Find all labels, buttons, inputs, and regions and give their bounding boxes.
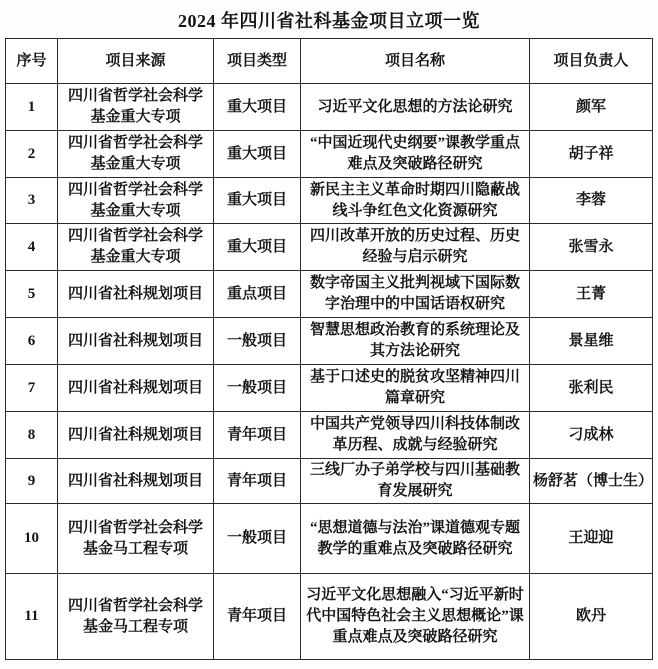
cell-number: 1 [6,84,58,131]
cell-number: 5 [6,271,58,318]
cell-type: 重大项目 [214,131,301,178]
cell-leader: 景星维 [530,318,653,365]
cell-type: 重点项目 [214,271,301,318]
cell-source: 四川省哲学社会科学基金重大专项 [58,84,214,131]
cell-source: 四川省哲学社会科学基金重大专项 [58,178,214,224]
cell-source: 四川省社科规划项目 [58,459,214,504]
cell-leader: 杨舒茗（博士生） [530,459,653,504]
cell-number: 8 [6,412,58,459]
cell-type: 重大项目 [214,84,301,131]
cell-name: “思想道德与法治”课道德观专题教学的重难点及突破路径研究 [301,504,530,574]
header-row [6,39,653,84]
cell-type: 青年项目 [214,459,301,504]
table-row [6,178,653,224]
cell-name: 数字帝国主义批判视域下国际数字治理中的中国话语权研究 [301,271,530,318]
cell-name: 新民主主义革命时期四川隐蔽战线斗争红色文化资源研究 [301,178,530,224]
cell-number: 11 [6,574,58,660]
table-row [6,224,653,271]
cell-leader: 张利民 [530,365,653,412]
cell-number: 7 [6,365,58,412]
cell-leader: 胡子祥 [530,131,653,178]
cell-source: 四川省社科规划项目 [58,365,214,412]
cell-leader: 刁成林 [530,412,653,459]
cell-source: 四川省哲学社会科学基金重大专项 [58,224,214,271]
cell-type: 重大项目 [214,224,301,271]
column-header-type: 项目类型 [214,39,301,84]
cell-source: 四川省哲学社会科学基金马工程专项 [58,574,214,660]
table-row [6,271,653,318]
cell-number: 4 [6,224,58,271]
cell-name: 中国共产党领导四川科技体制改革历程、成就与经验研究 [301,412,530,459]
cell-name: 智慧思想政治教育的系统理论及其方法论研究 [301,318,530,365]
cell-type: 重大项目 [214,178,301,224]
cell-source: 四川省社科规划项目 [58,412,214,459]
cell-type: 一般项目 [214,504,301,574]
column-header-leader: 项目负责人 [530,39,653,84]
table-row [6,365,653,412]
cell-number: 9 [6,459,58,504]
cell-leader: 张雪永 [530,224,653,271]
cell-source: 四川省哲学社会科学基金重大专项 [58,131,214,178]
cell-source: 四川省社科规划项目 [58,318,214,365]
table-row [6,412,653,459]
table-row [6,84,653,131]
cell-name: 四川改革开放的历史过程、历史经验与启示研究 [301,224,530,271]
table-row [6,504,653,574]
cell-name: 习近平文化思想的方法论研究 [301,84,530,131]
cell-name: 习近平文化思想融入“习近平新时代中国特色社会主义思想概论”课重点难点及突破路径研究 [301,574,530,660]
cell-type: 一般项目 [214,318,301,365]
table-row [6,459,653,504]
cell-leader: 颜军 [530,84,653,131]
cell-number: 2 [6,131,58,178]
column-header-source: 项目来源 [58,39,214,84]
cell-leader: 李蓉 [530,178,653,224]
cell-leader: 王菁 [530,271,653,318]
table-row [6,318,653,365]
cell-type: 青年项目 [214,574,301,660]
cell-number: 6 [6,318,58,365]
cell-name: 三线厂办子弟学校与四川基础教育发展研究 [301,459,530,504]
cell-number: 10 [6,504,58,574]
cell-name: 基于口述史的脱贫攻坚精神四川篇章研究 [301,365,530,412]
cell-type: 青年项目 [214,412,301,459]
column-header-number: 序号 [6,39,58,84]
cell-type: 一般项目 [214,365,301,412]
page-title: 2024 年四川省社科基金项目立项一览 [178,11,480,31]
column-header-name: 项目名称 [301,39,530,84]
projects-table [5,38,653,660]
cell-source: 四川省哲学社会科学基金马工程专项 [58,504,214,574]
cell-name: “中国近现代史纲要”课教学重点难点及突破路径研究 [301,131,530,178]
table-row [6,574,653,660]
cell-leader: 欧丹 [530,574,653,660]
cell-source: 四川省社科规划项目 [58,271,214,318]
cell-number: 3 [6,178,58,224]
cell-leader: 王迎迎 [530,504,653,574]
table-row [6,131,653,178]
